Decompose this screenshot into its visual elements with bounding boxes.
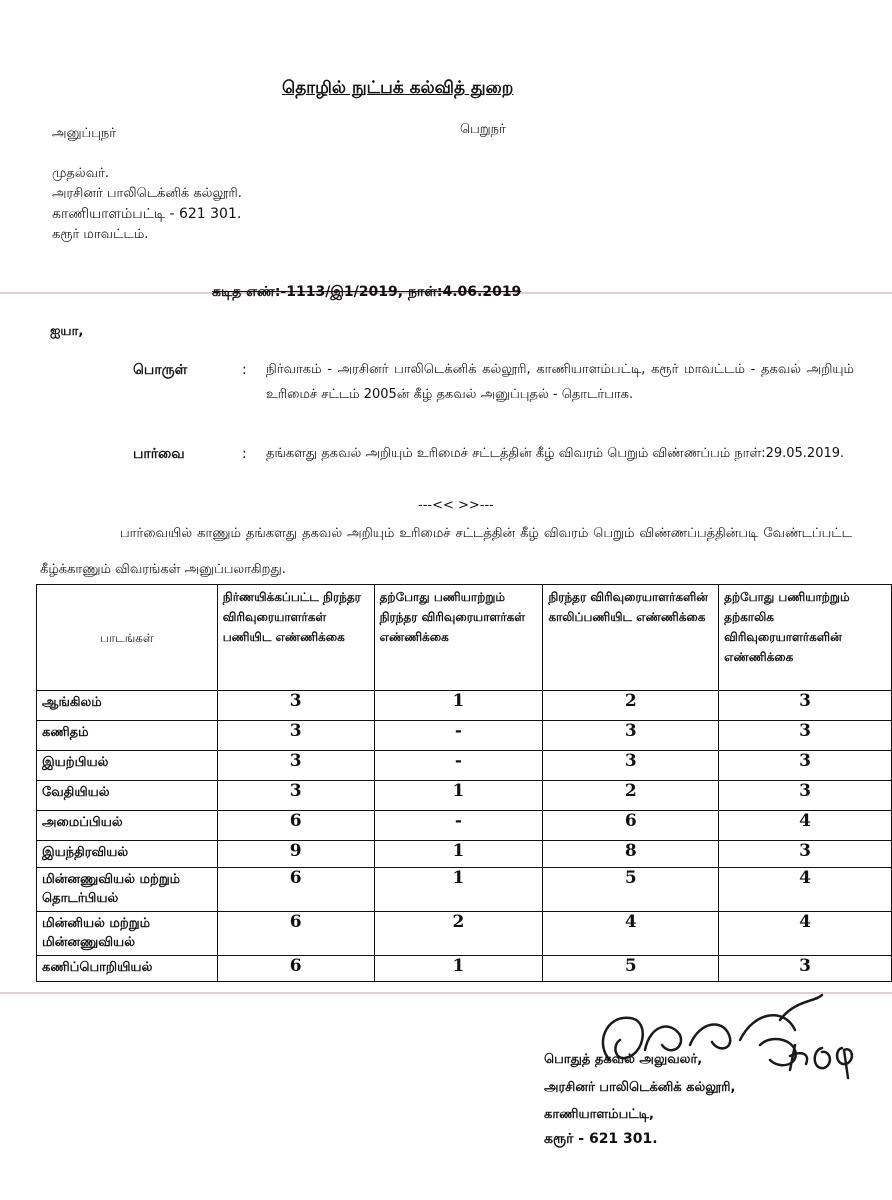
subject-label: பொருள் bbox=[133, 362, 188, 378]
value-cell: 6 bbox=[217, 912, 374, 956]
subject-cell: இயந்திரவியல் bbox=[37, 841, 218, 868]
value-cell: 8 bbox=[543, 841, 719, 868]
separator: ---<< >>--- bbox=[418, 498, 494, 513]
subject-cell: கணிப்பொறியியல் bbox=[37, 956, 218, 982]
value-cell: 6 bbox=[217, 868, 374, 912]
subject-cell: மின்னணுவியல் மற்றும் தொடர்பியல் bbox=[37, 868, 218, 912]
value-cell: 6 bbox=[543, 811, 719, 841]
value-cell: 2 bbox=[543, 781, 719, 811]
subject-cell: ஆங்கிலம் bbox=[37, 691, 218, 721]
signature-line-4: கரூர் - 621 301. bbox=[544, 1131, 658, 1147]
header-sanctioned-posts: நிர்ணயிக்கப்பட்ட நிரந்தர விரிவுரையாளர்கள் பணியிட எண்ணிக்கை bbox=[217, 585, 374, 691]
table-row bbox=[37, 956, 892, 982]
subject-colon: : bbox=[242, 362, 247, 378]
value-cell: 4 bbox=[719, 868, 892, 912]
value-cell: 4 bbox=[543, 912, 719, 956]
subject-text: நிர்வாகம் - அரசினர் பாலிடெக்னிக் கல்லூரி, காணியாளம்பட்டி, கரூர் மாவட்டம் - தகவல் அறியும் உரிமைச் சட்டம் 2005ன் கீழ் தகவல் அனுப்புதல் - தொடர்பாக. bbox=[266, 362, 854, 402]
value-cell: 3 bbox=[719, 751, 892, 781]
value-cell: 6 bbox=[217, 956, 374, 982]
table-row bbox=[37, 912, 892, 956]
value-cell: 3 bbox=[719, 841, 892, 868]
table-row bbox=[37, 721, 892, 751]
table-row bbox=[37, 781, 892, 811]
value-cell: 3 bbox=[217, 751, 374, 781]
subject-cell: இயற்பியல் bbox=[37, 751, 218, 781]
receiver-label: பெறுநர் bbox=[460, 122, 506, 137]
value-cell: 1 bbox=[374, 691, 543, 721]
signature-line-1: பொதுத் தகவல் அலுவலர், bbox=[544, 1052, 703, 1067]
value-cell: 3 bbox=[217, 691, 374, 721]
signature-line-2: அரசினர் பாலிடெக்னிக் கல்லூரி, bbox=[544, 1080, 736, 1095]
value-cell: 3 bbox=[543, 721, 719, 751]
value-cell: 3 bbox=[217, 781, 374, 811]
reference-note-colon: : bbox=[242, 446, 247, 462]
salutation: ஐயா, bbox=[50, 324, 84, 339]
header-current-temporary: தற்போது பணியாற்றும் தற்காலிக விரிவுரையாளர்களின் எண்ணிக்கை bbox=[719, 585, 892, 691]
value-cell: - bbox=[374, 721, 543, 751]
value-cell: 1 bbox=[374, 956, 543, 982]
sender-label: அனுப்புநர் bbox=[52, 126, 117, 141]
value-cell: - bbox=[374, 811, 543, 841]
subject-cell: மின்னியல் மற்றும் மின்னணுவியல் bbox=[37, 912, 218, 956]
table-row bbox=[37, 841, 892, 868]
reference-note-label: பார்வை bbox=[133, 446, 185, 462]
table-header-row bbox=[37, 585, 892, 691]
sender-line-4: கரூர் மாவட்டம். bbox=[52, 227, 149, 242]
signature-line-3: காணியாளம்பட்டி, bbox=[544, 1107, 654, 1122]
table-row bbox=[37, 811, 892, 841]
subject-cell: அமைப்பியல் bbox=[37, 811, 218, 841]
value-cell: 1 bbox=[374, 781, 543, 811]
value-cell: 3 bbox=[217, 721, 374, 751]
header-subjects: பாடங்கள் bbox=[37, 585, 218, 691]
value-cell: 4 bbox=[719, 912, 892, 956]
subject-cell: வேதியியல் bbox=[37, 781, 218, 811]
table-row bbox=[37, 868, 892, 912]
value-cell: 3 bbox=[719, 781, 892, 811]
value-cell: 3 bbox=[719, 721, 892, 751]
letter-reference: கடித எண்:-1113/இ1/2019, நாள்:4.06.2019 bbox=[212, 284, 522, 300]
table-row bbox=[37, 691, 892, 721]
value-cell: 2 bbox=[543, 691, 719, 721]
staff-table bbox=[36, 584, 892, 982]
value-cell: 2 bbox=[374, 912, 543, 956]
value-cell: 1 bbox=[374, 868, 543, 912]
value-cell: 5 bbox=[543, 868, 719, 912]
value-cell: 3 bbox=[543, 751, 719, 781]
value-cell: 4 bbox=[719, 811, 892, 841]
value-cell: 6 bbox=[217, 811, 374, 841]
subject-cell: கணிதம் bbox=[37, 721, 218, 751]
intro-paragraph: பார்வையில் காணும் தங்களது தகவல் அறியும் உரிமைச் சட்டத்தின் கீழ் விவரம் பெறும் விண்ணப்பத்தின்படி வேண்டப்பட்ட கீழ்க்காணும் விவரங்கள் அனுப்பலாகிறது. bbox=[40, 526, 852, 577]
value-cell: 3 bbox=[719, 956, 892, 982]
value-cell: 5 bbox=[543, 956, 719, 982]
value-cell: 3 bbox=[719, 691, 892, 721]
header-current-permanent: தற்போது பணியாற்றும் நிரந்தர விரிவுரையாளர்கள் எண்ணிக்கை bbox=[374, 585, 543, 691]
department-heading: தொழில் நுட்பக் கல்வித் துறை bbox=[282, 78, 514, 98]
value-cell: 9 bbox=[217, 841, 374, 868]
sender-line-3: காணியாளம்பட்டி - 621 301. bbox=[52, 206, 242, 222]
value-cell: 1 bbox=[374, 841, 543, 868]
table-row bbox=[37, 751, 892, 781]
sender-line-2: அரசினர் பாலிடெக்னிக் கல்லூரி. bbox=[52, 186, 242, 201]
value-cell: - bbox=[374, 751, 543, 781]
sender-line-1: முதல்வர். bbox=[52, 166, 110, 181]
reference-note-text: தங்களது தகவல் அறியும் உரிமைச் சட்டத்தின் கீழ் விவரம் பெறும் விண்ணப்பம் நாள்:29.05.2019. bbox=[266, 446, 845, 461]
header-vacancies: நிரந்தர விரிவுரையாளர்களின் காலிப்பணியிட எண்ணிக்கை bbox=[543, 585, 719, 691]
